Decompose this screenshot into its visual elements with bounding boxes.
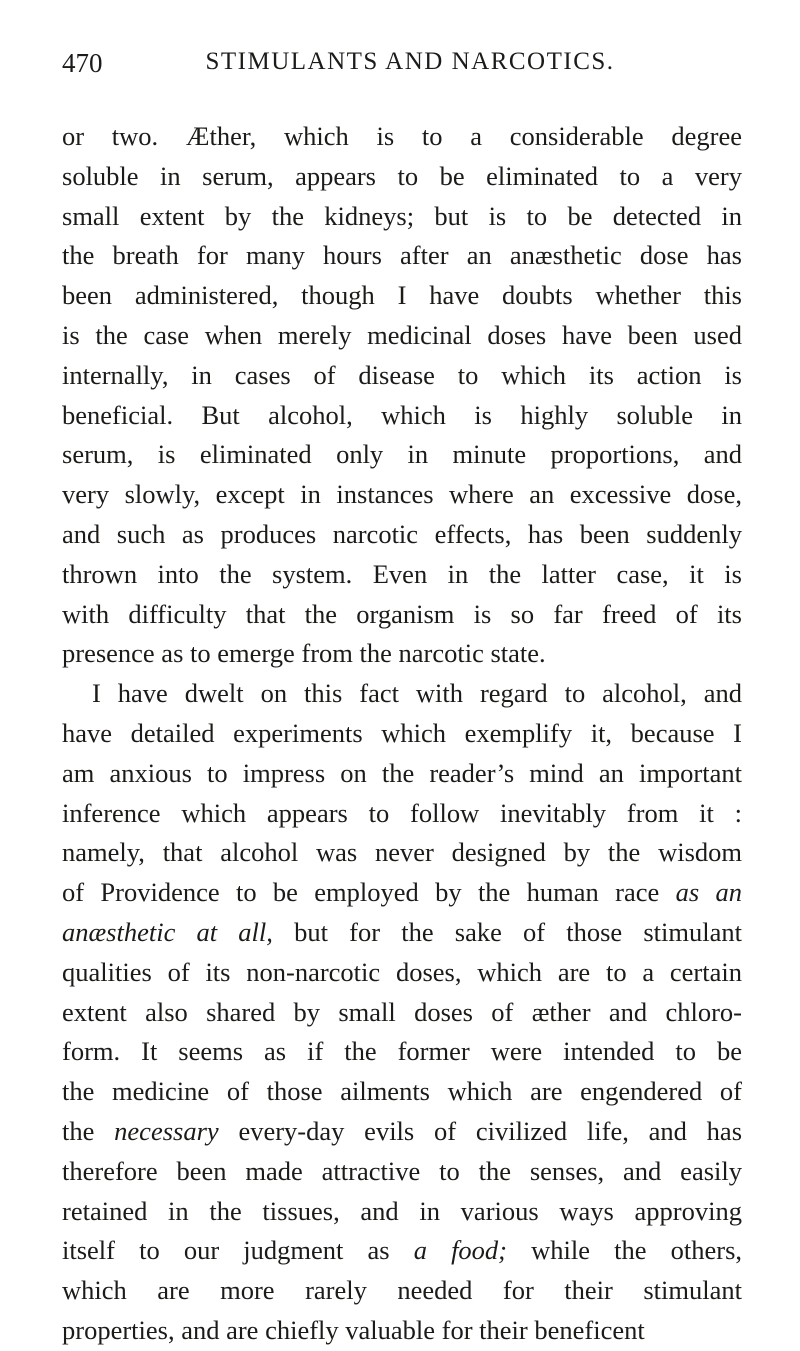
text-line (62, 236, 742, 276)
text-line (62, 316, 742, 356)
text-segment: the (62, 1115, 115, 1146)
text-segment: form. It seems as if the former were intended to be (62, 1036, 742, 1067)
text-segment: namely, that alcohol was never designed by the wisdom (62, 837, 742, 868)
text-line (62, 475, 742, 515)
text-segment: is the case when merely medicinal doses have been used (62, 319, 742, 350)
page-header (62, 48, 738, 88)
text-segment: with difficulty that the organism is so far freed of its (62, 598, 742, 629)
text-line (62, 993, 742, 1033)
italic-text: anæsthetic at all, (62, 916, 273, 947)
text-line (62, 515, 742, 555)
text-line (62, 396, 742, 436)
text-segment: presence as to emerge from the narcotic state. (62, 638, 546, 669)
text-segment: beneficial. But alcohol, which is highly soluble in (62, 399, 742, 430)
text-segment: itself to our judgment as (62, 1235, 414, 1266)
text-line (62, 953, 742, 993)
text-segment: the breath for many hours after an anæsthetic dose has (62, 240, 742, 271)
text-line (62, 1192, 742, 1232)
text-segment: and such as produces narcotic effects, has been suddenly (62, 518, 742, 549)
italic-text: as an (675, 877, 742, 908)
text-line (62, 1032, 742, 1072)
text-line (62, 1072, 742, 1112)
running-head: STIMULANTS AND NARCOTICS. (205, 48, 615, 75)
italic-text: a food; (413, 1235, 508, 1266)
text-line (62, 674, 742, 714)
text-segment: internally, in cases of disease to which its action is (62, 359, 742, 390)
text-segment: properties, and are chiefly valuable for their beneficent (62, 1314, 645, 1345)
text-line (62, 356, 742, 396)
text-line (62, 754, 742, 794)
text-segment: while the others, (507, 1235, 743, 1266)
text-segment: been administered, though I have doubts whether this (62, 280, 742, 311)
text-segment: am anxious to impress on the reader’s mind an important (62, 757, 742, 788)
text-line (62, 1231, 742, 1271)
text-line (62, 1152, 742, 1192)
text-segment: I have dwelt on this fact with regard to alcohol, and (92, 678, 742, 709)
text-segment: have detailed experiments which exemplify it, because I (62, 717, 742, 748)
body-text (62, 117, 742, 1351)
text-segment: very slowly, except in instances where an excessive dose, (62, 479, 742, 510)
text-segment: retained in the tissues, and in various ways approving (62, 1195, 742, 1226)
text-line (62, 555, 742, 595)
text-segment: soluble in serum, appears to be eliminated to a very (62, 160, 742, 191)
text-segment: qualities of its non-narcotic doses, which are to a certain (62, 956, 742, 987)
text-segment: extent also shared by small doses of æther and chloro- (62, 996, 742, 1027)
text-line (62, 595, 742, 635)
text-line (62, 117, 742, 157)
text-segment: the medicine of those ailments which are engendered of (62, 1076, 742, 1107)
text-segment: which are more rarely needed for their stimulant (62, 1275, 742, 1306)
text-line (62, 157, 742, 197)
text-segment: thrown into the system. Even in the latter case, it is (62, 558, 742, 589)
text-segment: but for the sake of those stimulant (272, 916, 743, 947)
text-segment: every-day evils of civilized life, and has (218, 1115, 743, 1146)
text-line (62, 833, 742, 873)
text-segment: inference which appears to follow inevitably from it : (62, 797, 742, 828)
text-segment: or two. Æther, which is to a considerable degree (62, 121, 742, 151)
text-segment: therefore been made attractive to the senses, and easily (62, 1155, 742, 1186)
text-line (62, 913, 742, 953)
text-line (62, 634, 742, 674)
text-segment: serum, is eliminated only in minute proportions, and (62, 439, 742, 470)
text-line (62, 794, 742, 834)
italic-text: necessary (114, 1115, 219, 1146)
text-segment: of Providence to be employed by the human race (62, 877, 676, 908)
text-line (62, 873, 742, 913)
text-line (62, 1112, 742, 1152)
text-line (62, 276, 742, 316)
text-line (62, 1271, 742, 1311)
text-line (62, 197, 742, 237)
text-segment: small extent by the kidneys; but is to be detected in (62, 200, 742, 231)
text-line (62, 714, 742, 754)
text-line (62, 435, 742, 475)
page-number: 470 (62, 48, 103, 78)
